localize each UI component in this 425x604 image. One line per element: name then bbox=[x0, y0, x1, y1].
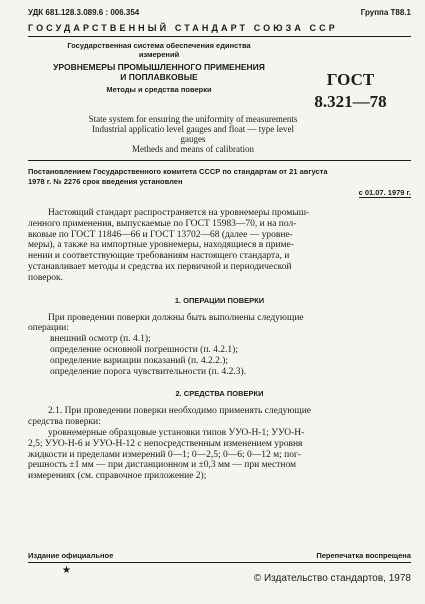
decree-line1: Постановлением Государственного комитета СССР по стандартам от 21 августа bbox=[28, 167, 328, 176]
list-item: определение вариации показаний (п. 4.2.2.); bbox=[50, 355, 228, 366]
list-item: определение основной погрешности (п. 4.2.1); bbox=[50, 344, 238, 355]
copyright-text: © Издательство стандартов, 1978 bbox=[253, 573, 411, 584]
star-icon: ★ bbox=[62, 565, 71, 576]
english-title-line2: Industrial applicatio level gauges and float — type level bbox=[92, 124, 294, 134]
section2-lead1: 2.1. При проведении поверки необходимо применять следующие bbox=[48, 406, 312, 417]
footer bbox=[28, 551, 411, 584]
section1-body bbox=[28, 313, 411, 378]
section2-line4: решность ±1 мм — при дистанционном и ±0,3 мм — при местном bbox=[28, 460, 297, 471]
gost-number: 8.321—78 bbox=[314, 92, 387, 111]
intro-line5: нении и соответствующие требованиям настоящего стандарта, и bbox=[28, 251, 290, 262]
section2-line2: 2,5; УУО-Н-6 и УУО-Н-12 с непосредственным изменением уровня bbox=[28, 438, 303, 449]
footer-row bbox=[28, 551, 411, 560]
gost-label: ГОСТ bbox=[326, 70, 375, 89]
title-left bbox=[28, 41, 290, 112]
intro-line7: поверок. bbox=[28, 272, 63, 283]
main-title-line1: УРОВНЕМЕРЫ ПРОМЫШЛЕННОГО ПРИМЕНЕНИЯ bbox=[53, 62, 265, 72]
decree-line2: 1978 г. № 2276 срок введения установлен bbox=[28, 177, 183, 186]
intro-line3: вковые по ГОСТ 11846—66 и ГОСТ 13702—68 (далее — уровне- bbox=[28, 229, 293, 240]
intro-line2: ленного применения, выпускаемые по ГОСТ 15983—70, и на пол- bbox=[28, 218, 297, 229]
decree bbox=[28, 167, 411, 187]
english-title-line3: gauges bbox=[180, 134, 206, 144]
section2-line5: измерениях (см. справочное приложение 2); bbox=[28, 471, 207, 482]
intro-paragraph bbox=[28, 208, 411, 284]
effective-date-text: с 01.07. 1979 г. bbox=[358, 188, 411, 197]
main-title-line2: И ПОПЛАВКОВЫЕ bbox=[120, 72, 198, 82]
footer-rule bbox=[28, 562, 411, 563]
intro-line4: меры), а также на импортные уровнемеры, находящиеся в приме- bbox=[28, 240, 294, 251]
english-title-line1: State system for ensuring the uniformity of measurements bbox=[88, 114, 298, 124]
section1-lead1: При проведении поверки должны быть выполнены следующие bbox=[48, 312, 304, 323]
official-edition-label: Издание официальное bbox=[28, 551, 114, 560]
section2-heading: 2. СРЕДСТВА ПОВЕРКИ bbox=[175, 389, 264, 399]
header-row bbox=[28, 8, 411, 17]
header-rule bbox=[28, 36, 411, 37]
list-item: определение порога чувствительности (п. 4.2.3). bbox=[50, 366, 247, 377]
list-item: внешний осмотр (п. 4.1); bbox=[50, 334, 151, 345]
title-block bbox=[28, 41, 411, 112]
english-title-line4: Metheds and means of calibration bbox=[132, 144, 254, 154]
title-rule bbox=[28, 160, 411, 161]
english-title bbox=[28, 114, 358, 154]
group-code: Группа Т88.1 bbox=[360, 8, 411, 17]
methods-title: Методы и средства поверки bbox=[106, 85, 212, 94]
udk-code: УДК 681.128.3.089.6 : 006.354 bbox=[28, 8, 140, 17]
section2-line3: жидкости и пределами измерений 0—1; 0—2,5; 0—6; 0—12 м; пог- bbox=[28, 449, 302, 460]
intro-line6: устанавливает методы и средства их первичной и периодической bbox=[28, 261, 292, 272]
section2-line1: уровнемерные образцовые установки типов УУО-Н-1; УУО-Н- bbox=[48, 427, 305, 438]
system-title-line2: измерений bbox=[138, 50, 180, 59]
intro-line1: Настоящий стандарт распространяется на уровнемеры промыш- bbox=[48, 208, 310, 218]
effective-date bbox=[28, 188, 411, 197]
standard-banner: ГОСУДАРСТВЕННЫЙ СТАНДАРТ СОЮЗА ССР bbox=[28, 23, 338, 33]
section2-body bbox=[28, 406, 411, 482]
system-title-line1: Государственная система обеспечения единства bbox=[67, 41, 251, 50]
section2-lead2: средства поверки: bbox=[28, 417, 101, 428]
section1-heading: 1. ОПЕРАЦИИ ПОВЕРКИ bbox=[174, 295, 265, 305]
section1-lead2: операции: bbox=[28, 323, 69, 334]
gost-block bbox=[290, 41, 411, 112]
reprint-prohibited-label: Перепечатка воспрещена bbox=[316, 551, 411, 560]
